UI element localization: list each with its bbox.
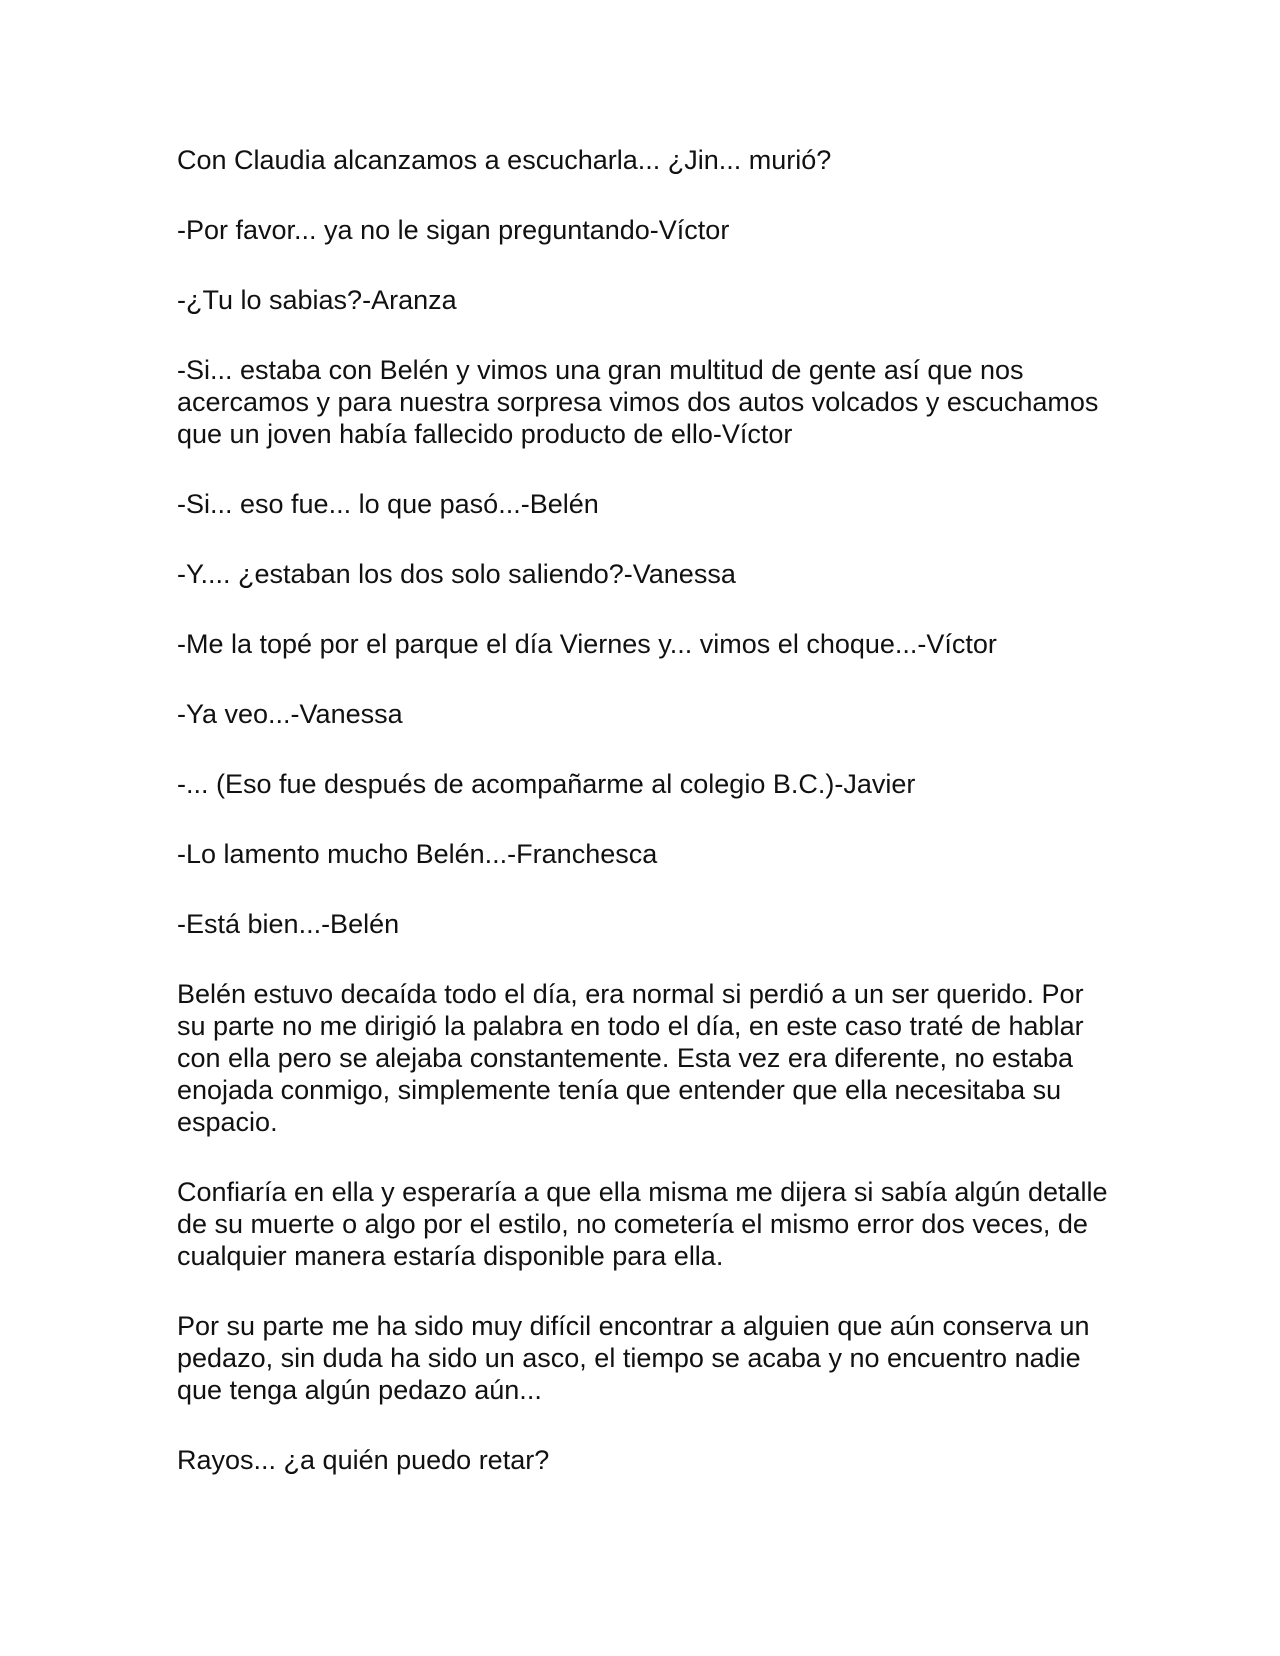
paragraph: Belén estuvo decaída todo el día, era normal si perdió a un ser querido. Por su parte no me dirigió la palabra en todo el día, en este caso traté de hablar con ella pero se alejaba constantemente. Esta vez era diferente, no estaba enojada conmigo, simplemente tenía que entender que ella necesitaba su espacio. — [177, 979, 1084, 1137]
dialogue-line: -Si... estaba con Belén y vimos una gran multitud de gente así que nos acercamos y para nuestra sorpresa vimos dos autos volcados y escuchamos que un joven había fallecido producto de ello-Víctor — [177, 355, 1099, 449]
dialogue-line: -Lo lamento mucho Belén...-Franchesca — [177, 839, 658, 869]
paragraph: Con Claudia alcanzamos a escucharla... ¿Jin... murió? — [177, 145, 832, 175]
dialogue-line: -Me la topé por el parque el día Viernes y... vimos el choque...-Víctor — [177, 629, 997, 659]
paragraph: Rayos... ¿a quién puedo retar? — [177, 1445, 550, 1475]
dialogue-line: -¿Tu lo sabias?-Aranza — [177, 285, 457, 315]
dialogue-line: -... (Eso fue después de acompañarme al colegio B.C.)-Javier — [177, 769, 916, 799]
document-body — [177, 144, 1117, 1514]
paragraph: Por su parte me ha sido muy difícil encontrar a alguien que aún conserva un pedazo, sin duda ha sido un asco, el tiempo se acaba y no encuentro nadie que tenga algún pedazo aún... — [177, 1311, 1090, 1405]
dialogue-line: -Por favor... ya no le sigan preguntando-Víctor — [177, 215, 730, 245]
paragraph: Confiaría en ella y esperaría a que ella misma me dijera si sabía algún detalle de su muerte o algo por el estilo, no cometería el mismo error dos veces, de cualquier manera estaría disponible para ella. — [177, 1177, 1108, 1271]
dialogue-line: -Y.... ¿estaban los dos solo saliendo?-Vanessa — [177, 559, 736, 589]
dialogue-line: -Está bien...-Belén — [177, 909, 400, 939]
dialogue-line: -Si... eso fue... lo que pasó...-Belén — [177, 489, 599, 519]
dialogue-line: -Ya veo...-Vanessa — [177, 699, 403, 729]
